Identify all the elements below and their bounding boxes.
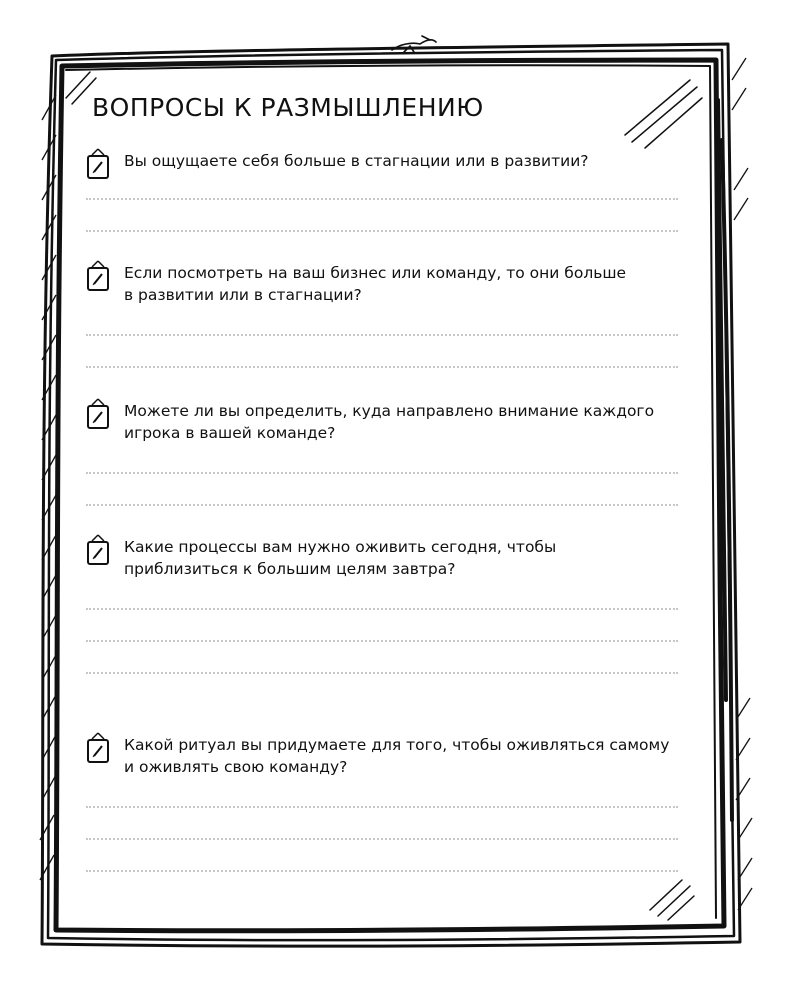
answer-line[interactable] bbox=[86, 504, 678, 506]
question-text: Какой ритуал вы придумаете для того, чтобы оживляться самому и оживлять свою команду? bbox=[124, 736, 670, 776]
answer-line[interactable] bbox=[86, 366, 678, 368]
answer-line[interactable] bbox=[86, 198, 678, 200]
page-title: ВОПРОСЫ К РАЗМЫШЛЕНИЮ bbox=[92, 93, 484, 122]
answer-line[interactable] bbox=[86, 608, 678, 610]
answer-line[interactable] bbox=[86, 334, 678, 336]
clipboard-pencil-icon bbox=[86, 534, 110, 566]
answer-line[interactable] bbox=[86, 640, 678, 642]
answer-line[interactable] bbox=[86, 838, 678, 840]
clipboard-pencil-icon bbox=[86, 398, 110, 430]
clipboard-pencil-icon bbox=[86, 260, 110, 292]
question-text: Если посмотреть на ваш бизнес или команду, то они больше в развитии или в стагнации? bbox=[124, 264, 627, 304]
question-text: Можете ли вы определить, куда направлено внимание каждого игрока в вашей команде? bbox=[124, 402, 655, 442]
answer-line[interactable] bbox=[86, 870, 678, 872]
answer-line[interactable] bbox=[86, 806, 678, 808]
answer-line[interactable] bbox=[86, 472, 678, 474]
question-text: Вы ощущаете себя больше в стагнации или в развитии? bbox=[124, 152, 589, 170]
answer-line[interactable] bbox=[86, 672, 678, 674]
clipboard-pencil-icon bbox=[86, 148, 110, 180]
answer-line[interactable] bbox=[86, 230, 678, 232]
clipboard-pencil-icon bbox=[86, 732, 110, 764]
question-text: Какие процессы вам нужно оживить сегодня, чтобы приблизиться к большим целям завтра? bbox=[124, 538, 557, 578]
